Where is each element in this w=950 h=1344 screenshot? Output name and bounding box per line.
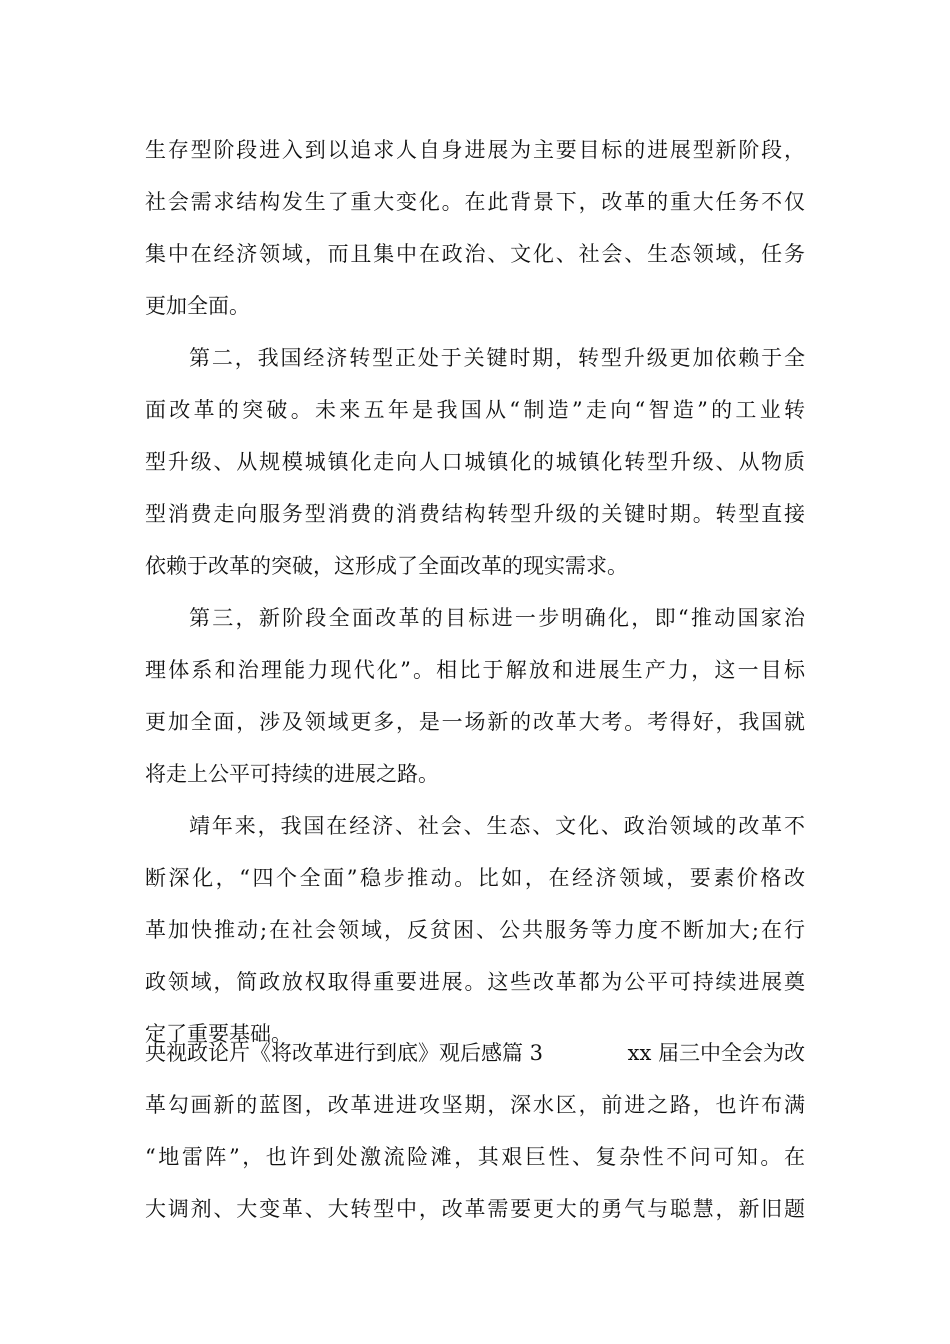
- section-heading-block: [145, 1027, 805, 1235]
- text-line: 靖年来，我国在经济、社会、生态、文化、政治领域的改革不: [189, 814, 805, 838]
- heading-title: 央视政论片《将改革进行到底》观后感篇 3: [145, 1041, 544, 1065]
- text-line: 更加全面，涉及领域更多，是一场新的改革大考。考得好，我国就: [145, 710, 805, 734]
- heading-continuation: xx 届三中全会为改: [627, 1041, 805, 1065]
- text-line: 大调剂、大变革、大转型中，改革需要更大的勇气与聪慧，新旧题: [145, 1197, 805, 1221]
- text-line: 依赖于改革的突破，这形成了全面改革的现实需求。: [145, 554, 628, 578]
- section-heading: [145, 1027, 805, 1079]
- text-line: 型消费走向服务型消费的消费结构转型升级的关键时期。转型直接: [145, 502, 805, 526]
- text-line: 型升级、从规模城镇化走向人口城镇化的城镇化转型升级、从物质: [145, 450, 805, 474]
- text-line: 革加快推动;在社会领域，反贫困、公共服务等力度不断加大;在行: [145, 918, 805, 942]
- text-line: 理体系和治理能力现代化”。相比于解放和进展生产力，这一目标: [145, 658, 805, 682]
- text-line: 更加全面。: [145, 294, 250, 318]
- text-line: 革勾画新的蓝图，改革进进攻坚期，深水区，前进之路，也许布满: [145, 1093, 805, 1117]
- text-line: 生存型阶段进入到以追求人自身进展为主要目标的进展型新阶段，: [145, 138, 805, 162]
- text-line: 政领域，简政放权取得重要进展。这些改革都为公平可持续进展奠: [145, 970, 805, 994]
- text-line: 集中在经济领域，而且集中在政治、文化、社会、生态领域，任务: [145, 242, 805, 266]
- text-line: 第二，我国经济转型正处于关键时期，转型升级更加依赖于全: [189, 346, 805, 370]
- body-text: [145, 124, 805, 1060]
- text-line: 断深化，“四个全面”稳步推动。比如，在经济领域，要素价格改: [145, 866, 805, 890]
- text-line: 定了重要基础。: [145, 1022, 292, 1046]
- text-line: 第三，新阶段全面改革的目标进一步明确化，即“推动国家治: [189, 606, 805, 630]
- text-line: “地雷阵”，也许到处激流险滩，其艰巨性、复杂性不问可知。在: [145, 1145, 805, 1169]
- text-line: 面改革的突破。未来五年是我国从“制造”走向“智造”的工业转: [145, 398, 805, 422]
- text-line: 将走上公平可持续的进展之路。: [145, 762, 439, 786]
- text-line: 社会需求结构发生了重大变化。在此背景下，改革的重大任务不仅: [145, 190, 805, 214]
